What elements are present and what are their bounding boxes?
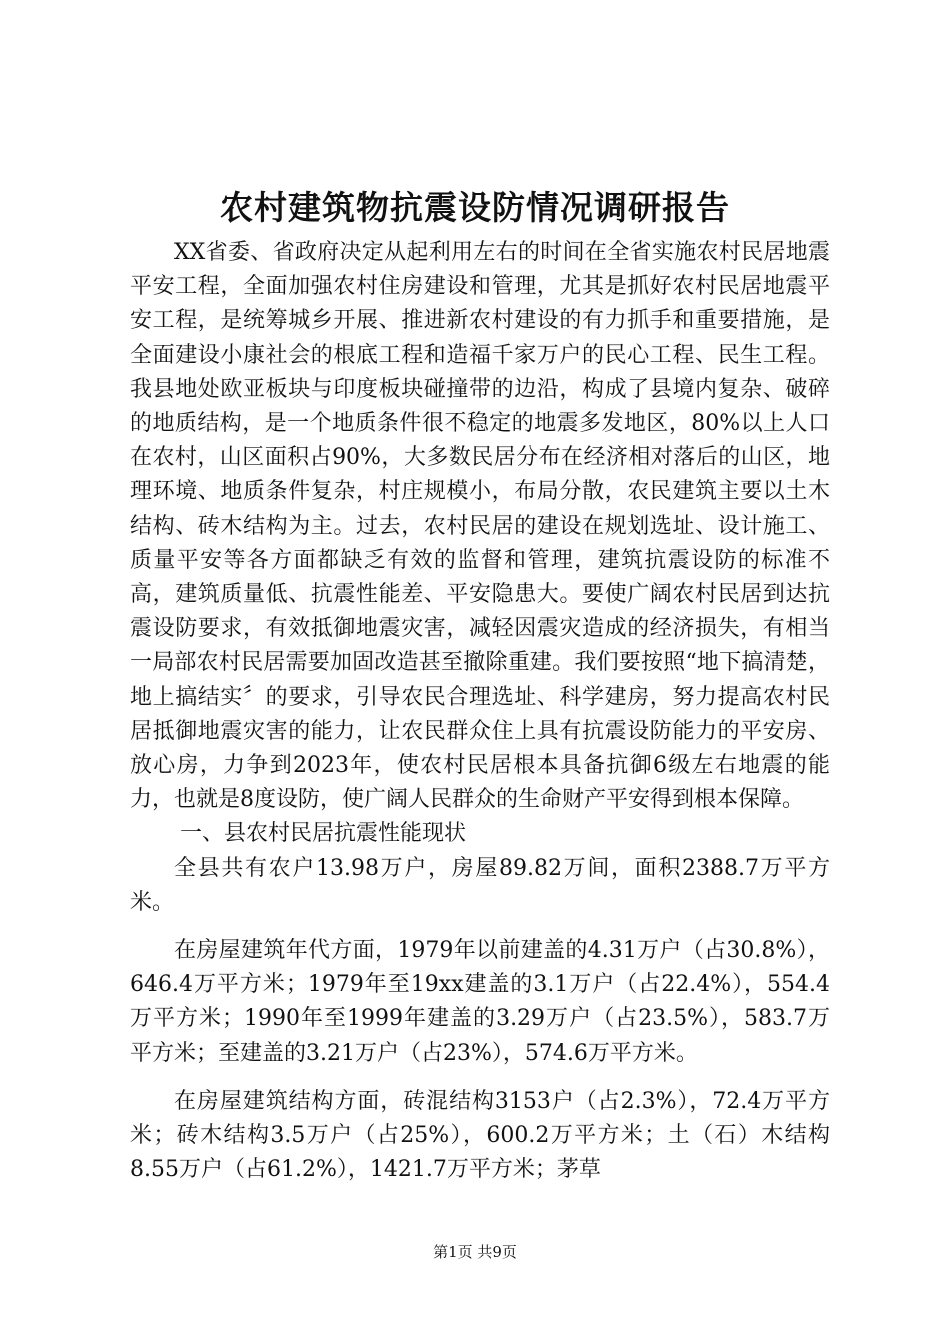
section-heading: 一、县农村民居抗震性能现状 — [180, 821, 467, 847]
intro-paragraph: XX省委、省政府决定从起利用左右的时间在全省实施农村民居地震平安工程，全面加强农村住房建设和管理，尤其是抓好农村民居地震平安工程，是统筹城乡开展、推进新农村建设的有力抓手和重要措施，是全面建设小康社会的根底工程和造福千家万户的民心工程、民生工程。我县地处欧亚板块与印度板块碰撞带的边沿，构成了县境内复杂、破碎的地质结构，是一个地质条件很不稳定的地震多发地区，80%以上人口在农村，山区面积占90%，大多数民居分布在经济相对落后的山区，地理环境、地质条件复杂，村庄规模小，布局分散，农民建筑主要以土木结构、砖木结构为主。过去，农村民居的建设在规划选址、设计施工、质量平安等各方面都缺乏有效的监督和管理，建筑抗震设防的标准不高，建筑质量低、抗震性能差、平安隐患大。要使广阔农村民居到达抗震设防要求，有效抵御地震灾害，减轻因震灾造成的经济损失，有相当一局部农村民居需要加固改造甚至撤除重建。我们要按照“地下搞清楚，地上搞结实〞的要求，引导农民合理选址、科学建房，努力提高农村民居抵御地震灾害的能力，让农民群众住上具有抗震设防能力的平安房、放心房，力争到2023年，使农村民居根本具备抗御6级左右地震的能力，也就是8度设防，使广阔人民群众的生命财产平安得到根本保障。 — [130, 240, 830, 813]
households-paragraph: 全县共有农户13.98万户，房屋89.82万间，面积2388.7万平方米。 — [130, 855, 830, 915]
construction-era-paragraph: 在房屋建筑年代方面，1979年以前建盖的4.31万户（占30.8%），646.4万平方米；1979年至19xx建盖的3.1万户（占22.4%），554.4万平方米；1990年至1999年建盖的3.29万户（占23.5%），583.7万平方米；至建盖的3.21万户（占23%），574.6万平方米。 — [130, 938, 830, 1066]
structure-type-paragraph: 在房屋建筑结构方面，砖混结构3153户（占2.3%），72.4万平方米；砖木结构3.5万户（占25%），600.2万平方米；土（石）木结构8.55万户（占61.2%），1421.7万平方米；茅草 — [130, 1088, 830, 1183]
document-title: 农村建筑物抗震设防情况调研报告 — [220, 188, 730, 227]
page-number: 第1页 共9页 — [433, 1243, 517, 1261]
document-body — [130, 236, 830, 1187]
